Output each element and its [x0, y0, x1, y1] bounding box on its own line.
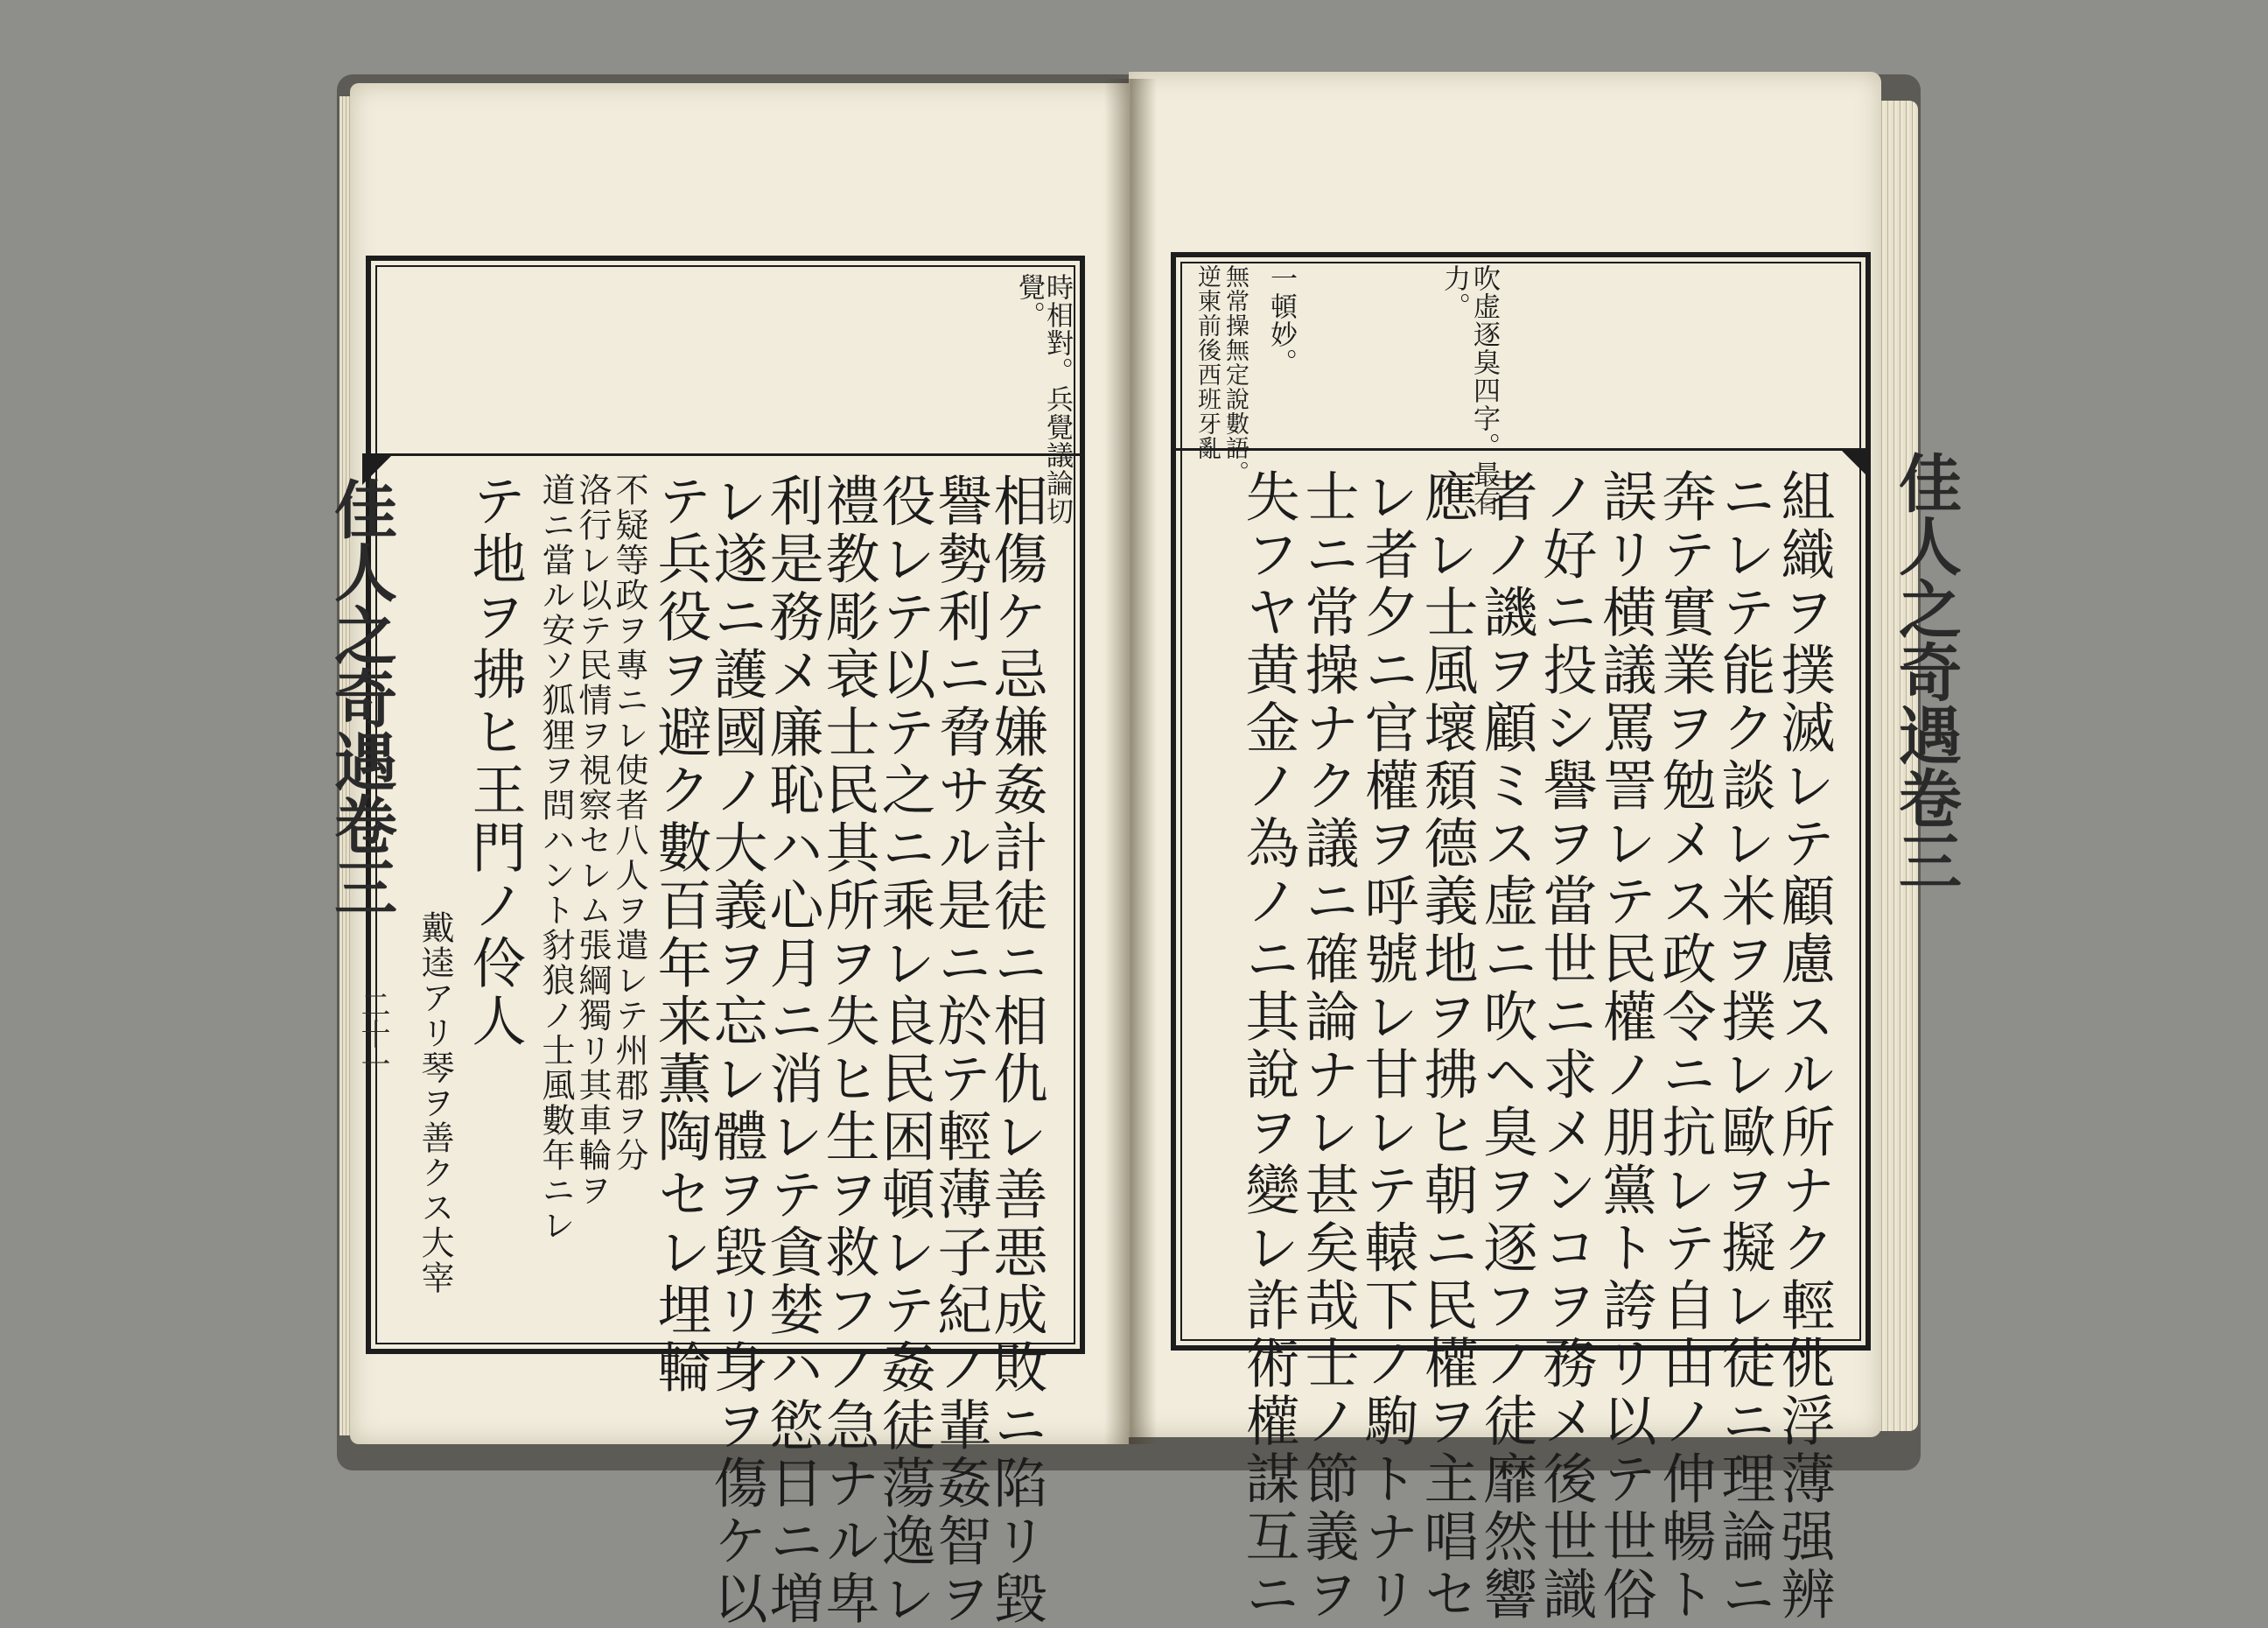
- left-text-column-12: 戴逵アリ琴ヲ善クス大宰: [416, 910, 454, 1295]
- left-text-column-5: 利是務メ廉恥ハ心月ニ消レテ貪婪ハ慾日ニ増: [760, 473, 824, 1628]
- left-text-column-11: テ地ヲ拂ヒ王門ノ伶人: [463, 473, 527, 1050]
- right-headnote-2: 力。: [1438, 264, 1470, 320]
- right-text-column-3: 奔テ實業ヲ勉メス政令ニ抗レテ自由ノ伸暢ト: [1653, 468, 1717, 1624]
- left-text-column-7: テ兵役ヲ避ク數百年来薫陶セレ埋輪: [648, 473, 712, 1397]
- left-text-column-3: 役レテ以テ之ニ乘レ良民困頓レテ姦徒蕩逸レ: [872, 473, 936, 1628]
- right-spine-title: 佳人之奇遇卷三: [1888, 451, 1963, 892]
- left-spine-title: 佳人之奇遇卷三: [324, 477, 398, 918]
- left-text-column-4: 禮教彫衰士民其所ヲ失ヒ生ヲ救フノ急ナル卑: [816, 473, 880, 1628]
- left-text-column-8: 不疑等政ヲ專ニレ使者八人ヲ遣レテ州郡ヲ分: [610, 473, 648, 1173]
- left-headnote-2: 覺。: [1013, 273, 1045, 329]
- left-headnote-1: 時相對。兵覺議論切: [1041, 273, 1073, 525]
- right-text-column-4: 誤リ横議罵詈レテ民權ノ朋黨ト誇リ以テ世俗: [1593, 468, 1657, 1624]
- left-folio-number: 二十一: [355, 989, 390, 1078]
- right-headnote-5: 逆柬前後西班牙亂: [1194, 264, 1221, 460]
- left-text-column-10: 道ニ當ル安ソ狐狸ヲ問ハント豺狼ノ士風數年ニレ: [536, 473, 575, 1243]
- left-text-column-9: 洛行レ以テ民情ヲ視察セレム張綱獨リ其車輪ヲ: [573, 473, 612, 1208]
- left-text-column-6: レ遂ニ護國ノ大義ヲ忘レ體ヲ毀リ身ヲ傷ケ以: [704, 473, 768, 1628]
- right-text-column-1: 組織ヲ撲滅レテ顧慮スル所ナク輕佻浮薄强辨: [1772, 468, 1836, 1624]
- right-text-column-10: 失フヤ黄金ノ為ノニ其說ヲ變レ詐術權謀互ニ: [1236, 468, 1300, 1624]
- book-gutter: [1104, 79, 1157, 1444]
- right-headnote-3: 一頓妙。: [1265, 264, 1297, 376]
- right-text-column-6: 者ノ譏ヲ顧ミス虚ニ吹ヘ臭ヲ逐フノ徒靡然響: [1474, 468, 1538, 1624]
- right-text-column-7: 應レ士風壞頹德義地ヲ拂ヒ朝ニ民權ヲ主唱セ: [1415, 468, 1479, 1624]
- right-text-column-8: レ者夕ニ官權ヲ呼號レ甘レテ轅下ノ駒トナリ: [1355, 468, 1419, 1624]
- left-text-column-2: 譽勢利ニ脅サル是ニ於テ輕薄子紀ノ輩姦智ヲ: [928, 473, 992, 1628]
- right-text-column-2: ニレテ能ク談レ米ヲ撲レ歐ヲ擬レ徒ニ理論ニ: [1712, 468, 1776, 1624]
- right-headnote-divider: [1176, 448, 1866, 451]
- right-headnote-4: 無常操無定說數語。: [1222, 264, 1249, 485]
- left-text-column-1: 相傷ケ忌嫌姦計徒ニ相仇レ善悪成敗ニ陷リ毀: [984, 473, 1048, 1628]
- right-headnote-1: 吹虚逐臭四字。最有: [1468, 264, 1500, 516]
- right-fish-tail: [1839, 448, 1871, 480]
- right-text-column-9: 士ニ常操ナク議ニ確論ナレ甚矣哉士ノ節義ヲ: [1296, 468, 1360, 1624]
- right-text-column-5: ノ好ニ投シ譽ヲ當世ニ求メンコヲ務メ後世識: [1534, 468, 1598, 1624]
- left-headnote-divider: [371, 453, 1080, 456]
